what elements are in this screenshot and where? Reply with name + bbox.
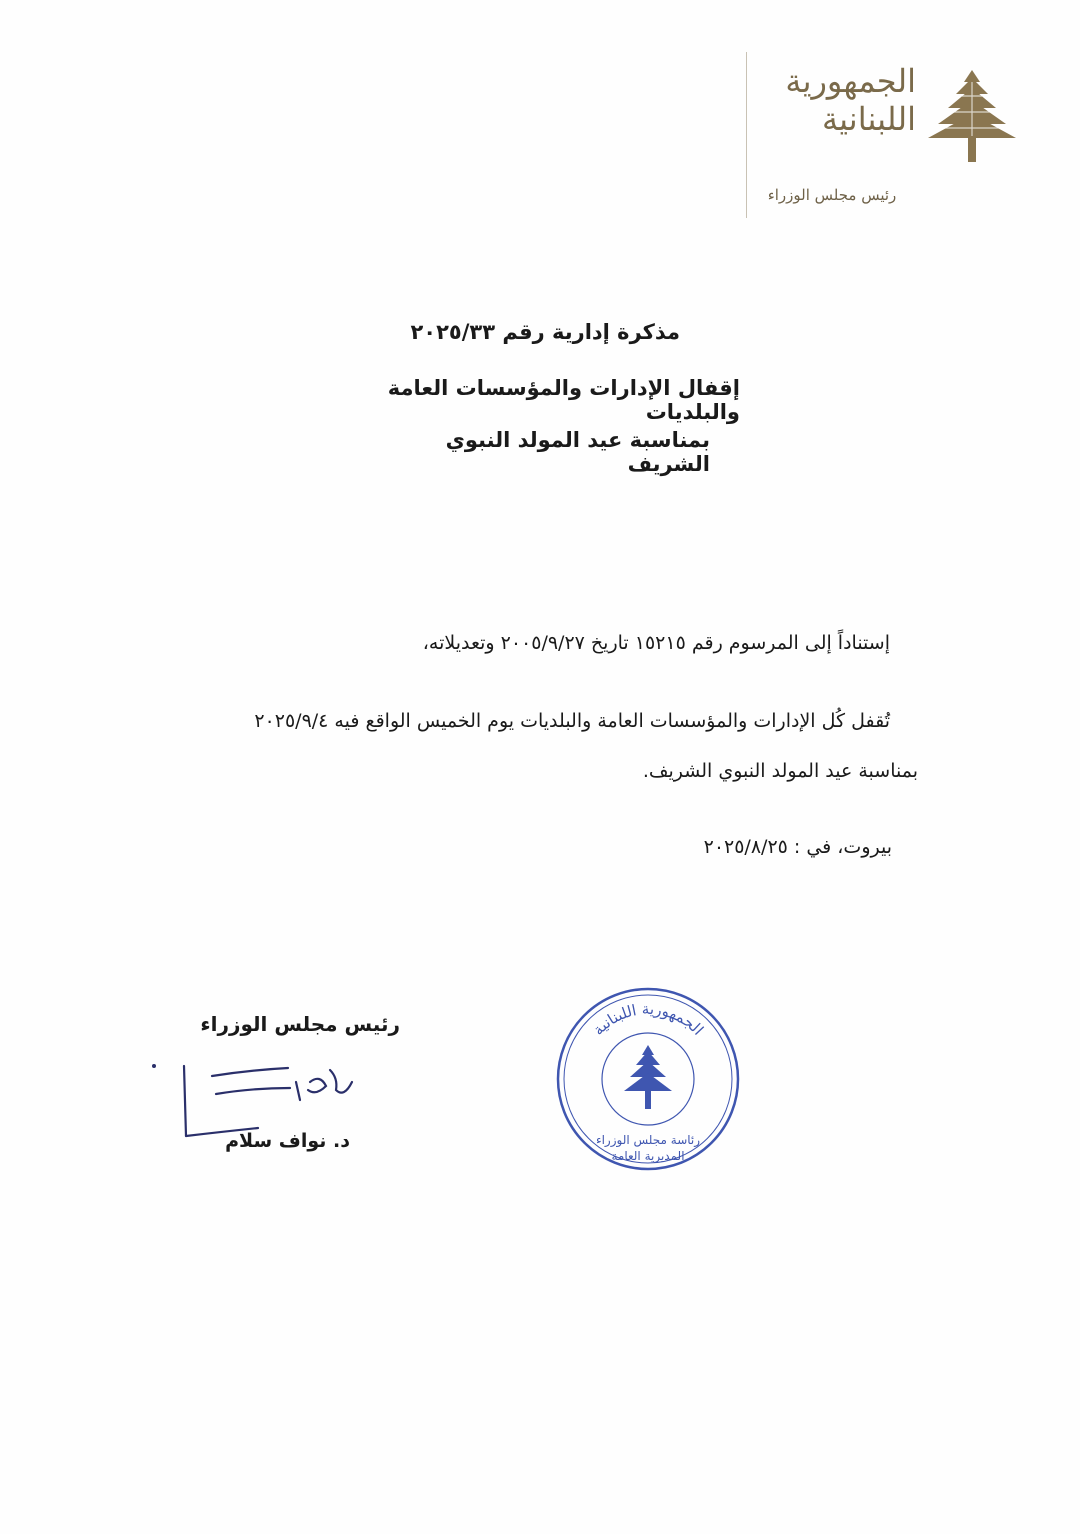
decision-text-line1: تُقفل كُل الإدارات والمؤسسات العامة والبلديات يوم الخميس الواقع فيه ٢٠٢٥/٩/٤ xyxy=(254,710,890,732)
place-date: بيروت، في : ٢٠٢٥/٨/٢٥ xyxy=(703,836,892,858)
memo-number: مذكرة إدارية رقم ٢٠٢٥/٣٣ xyxy=(410,320,680,344)
seal-inner-text-1: رئاسة مجلس الوزراء xyxy=(595,1133,701,1147)
cedar-icon xyxy=(922,66,1022,166)
seal-inner-text-2: المديرية العامة xyxy=(611,1149,685,1163)
official-seal xyxy=(553,984,743,1174)
memo-subject-line2: بمناسبة عيد المولد النبوي الشريف xyxy=(445,428,710,476)
preamble-text: إستناداً إلى المرسوم رقم ١٥٢١٥ تاريخ ٢٠٠٥/٩/٢٧ وتعديلاته، xyxy=(422,632,890,654)
letterhead xyxy=(746,48,1036,218)
letterhead-title-line2: اللبنانية xyxy=(821,100,916,138)
letterhead-title-line1: الجمهورية xyxy=(785,62,916,100)
seal-outer-text: الجمهورية اللبنانية xyxy=(589,999,708,1039)
decision-text-line2: بمناسبة عيد المولد النبوي الشريف. xyxy=(642,760,918,782)
seal-cedar-icon xyxy=(624,1045,672,1109)
signer-name: د. نواف سلام xyxy=(225,1130,350,1152)
letterhead-title xyxy=(752,62,916,138)
signer-title: رئيس مجلس الوزراء xyxy=(200,1012,400,1036)
memo-subject-line1: إقفال الإدارات والمؤسسات العامة والبلديات xyxy=(387,376,740,424)
letterhead-subtitle: رئيس مجلس الوزراء xyxy=(767,186,897,204)
